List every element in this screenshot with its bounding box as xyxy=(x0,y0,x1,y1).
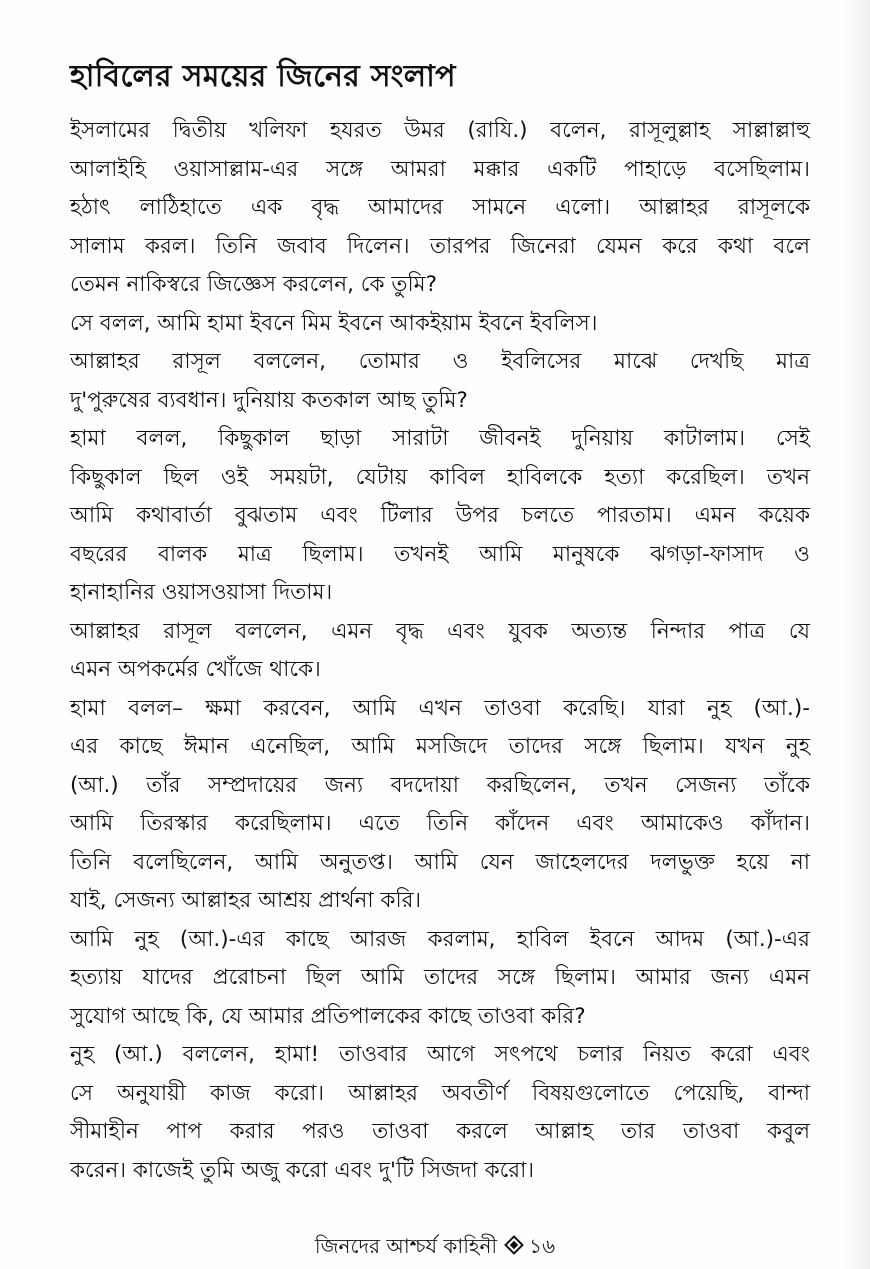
paragraph xyxy=(70,343,810,420)
text-line: সালাম করল। তিনি জবাব দিলেন। তারপর জিনেরা যেমন করে কথা বলে xyxy=(70,233,810,259)
text-line: (আ.) তাঁর সম্প্রদায়ের জন্য বদদোয়া করছিলেন, তখন সেজন্য তাঁকে xyxy=(70,772,810,798)
text-line: আলাইহি ওয়াসাল্লাম-এর সঙ্গে আমরা মক্কার একটি পাহাড়ে বসেছিলাম। xyxy=(70,156,810,182)
text-line: আল্লাহর রাসূল বললেন, তোমার ও ইবলিসের মাঝে দেখছি মাত্র xyxy=(70,349,810,374)
text-line: দু'পুরুষের ব্যবধান। দুনিয়ায় কতকাল আছ তুমি? xyxy=(70,387,468,413)
text-line: বছরের বালক মাত্র ছিলাম। তখনই আমি মানুষকে ঝগড়া-ফাসাদ ও xyxy=(70,541,810,567)
text-line: নুহ (আ.) বললেন, হামা! তাওবার আগে সৎপথে চলার নিয়ত করো এবং xyxy=(70,1042,810,1067)
text-line: হত্যায় যাদের প্ররোচনা ছিল আমি তাদের সঙ্গে ছিলাম। আমার জন্য এমন xyxy=(70,965,810,990)
text-line: করেন। কাজেই তুমি অজু করো এবং দু'টি সিজদা করো। xyxy=(70,1157,535,1183)
diamond-ornament-icon xyxy=(504,1235,524,1255)
text-line: আল্লাহর রাসূল বললেন, এমন বৃদ্ধ এবং যুবক অত্যন্ত নিন্দার পাত্র যে xyxy=(70,618,810,644)
text-line: আমি তিরস্কার করেছিলাম। এতে তিনি কাঁদেন এবং আমাকেও কাঁদান। xyxy=(70,811,810,836)
text-line: হঠাৎ লাঠিহাতে এক বৃদ্ধ আমাদের সামনে এলো। আল্লাহর রাসূলকে xyxy=(70,195,810,220)
text-line: এমন অপকর্মের খোঁজে থাকে। xyxy=(70,657,321,682)
paragraph xyxy=(70,690,810,921)
text-line: হানাহানির ওয়াসওয়াসা দিতাম। xyxy=(70,580,333,605)
text-line: আমি কথাবার্তা বুঝতাম এবং টিলার উপর চলতে পারতাম। এমন কয়েক xyxy=(70,503,810,528)
paragraph xyxy=(70,305,810,344)
text-line: সে বলল, আমি হামা ইবনে মিম ইবনে আকইয়াম ইবনে ইবলিস। xyxy=(70,310,598,336)
body-text xyxy=(70,112,810,1190)
paragraph xyxy=(70,921,810,1037)
text-line: যাই, সেজন্য আল্লাহর আশ্রয় প্রার্থনা করি। xyxy=(70,888,422,913)
text-line: আমি নুহ (আ.)-এর কাছে আরজ করলাম, হাবিল ইবনে আদম (আ.)-এর xyxy=(70,926,810,952)
paragraph xyxy=(70,1036,810,1190)
page-number: ১৬ xyxy=(529,1234,556,1258)
page-footer xyxy=(0,1232,870,1265)
footer-book-title: জিনদের আশ্চর্য কাহিনী xyxy=(314,1234,498,1258)
paragraph xyxy=(70,112,810,305)
text-line: সে অনুযায়ী কাজ করো। আল্লাহর অবতীর্ণ বিষয়গুলোতে পেয়েছি, বান্দা xyxy=(70,1080,810,1106)
text-line: তেমন নাকিস্বরে জিজ্ঞেস করলেন, কে তুমি? xyxy=(70,272,438,297)
chapter-title: হাবিলের সময়ের জিনের সংলাপ xyxy=(70,59,456,94)
text-line: ইসলামের দ্বিতীয় খলিফা হযরত উমর (রাযি.) বলেন, রাসূলুল্লাহ সাল্লাল্লাহু xyxy=(70,118,810,143)
text-line: হামা বলল– ক্ষমা করবেন, আমি এখন তাওবা করেছি। যারা নুহ (আ.)- xyxy=(70,695,810,721)
text-line: এর কাছে ঈমান এনেছিল, আমি মসজিদে তাদের সঙ্গে ছিলাম। যখন নুহ xyxy=(70,734,810,759)
text-line: কিছুকাল ছিল ওই সময়টা, যেটায় কাবিল হাবিলকে হত্যা করেছিল। তখন xyxy=(70,464,810,490)
text-line: সীমাহীন পাপ করার পরও তাওবা করলে আল্লাহ তার তাওবা কবুল xyxy=(70,1119,810,1144)
text-line: হামা বলল, কিছুকাল ছাড়া সারাটা জীবনই দুনিয়ায় কাটালাম। সেই xyxy=(70,426,810,451)
text-line: সুযোগ আছে কি, যে আমার প্রতিপালকের কাছে তাওবা করি? xyxy=(70,1003,586,1029)
page-edge-shadow xyxy=(842,0,870,1269)
text-line: তিনি বলেছিলেন, আমি অনুতপ্ত। আমি যেন জাহেলদের দলভুক্ত হয়ে না xyxy=(70,849,810,875)
paragraph xyxy=(70,420,810,613)
paragraph xyxy=(70,613,810,690)
